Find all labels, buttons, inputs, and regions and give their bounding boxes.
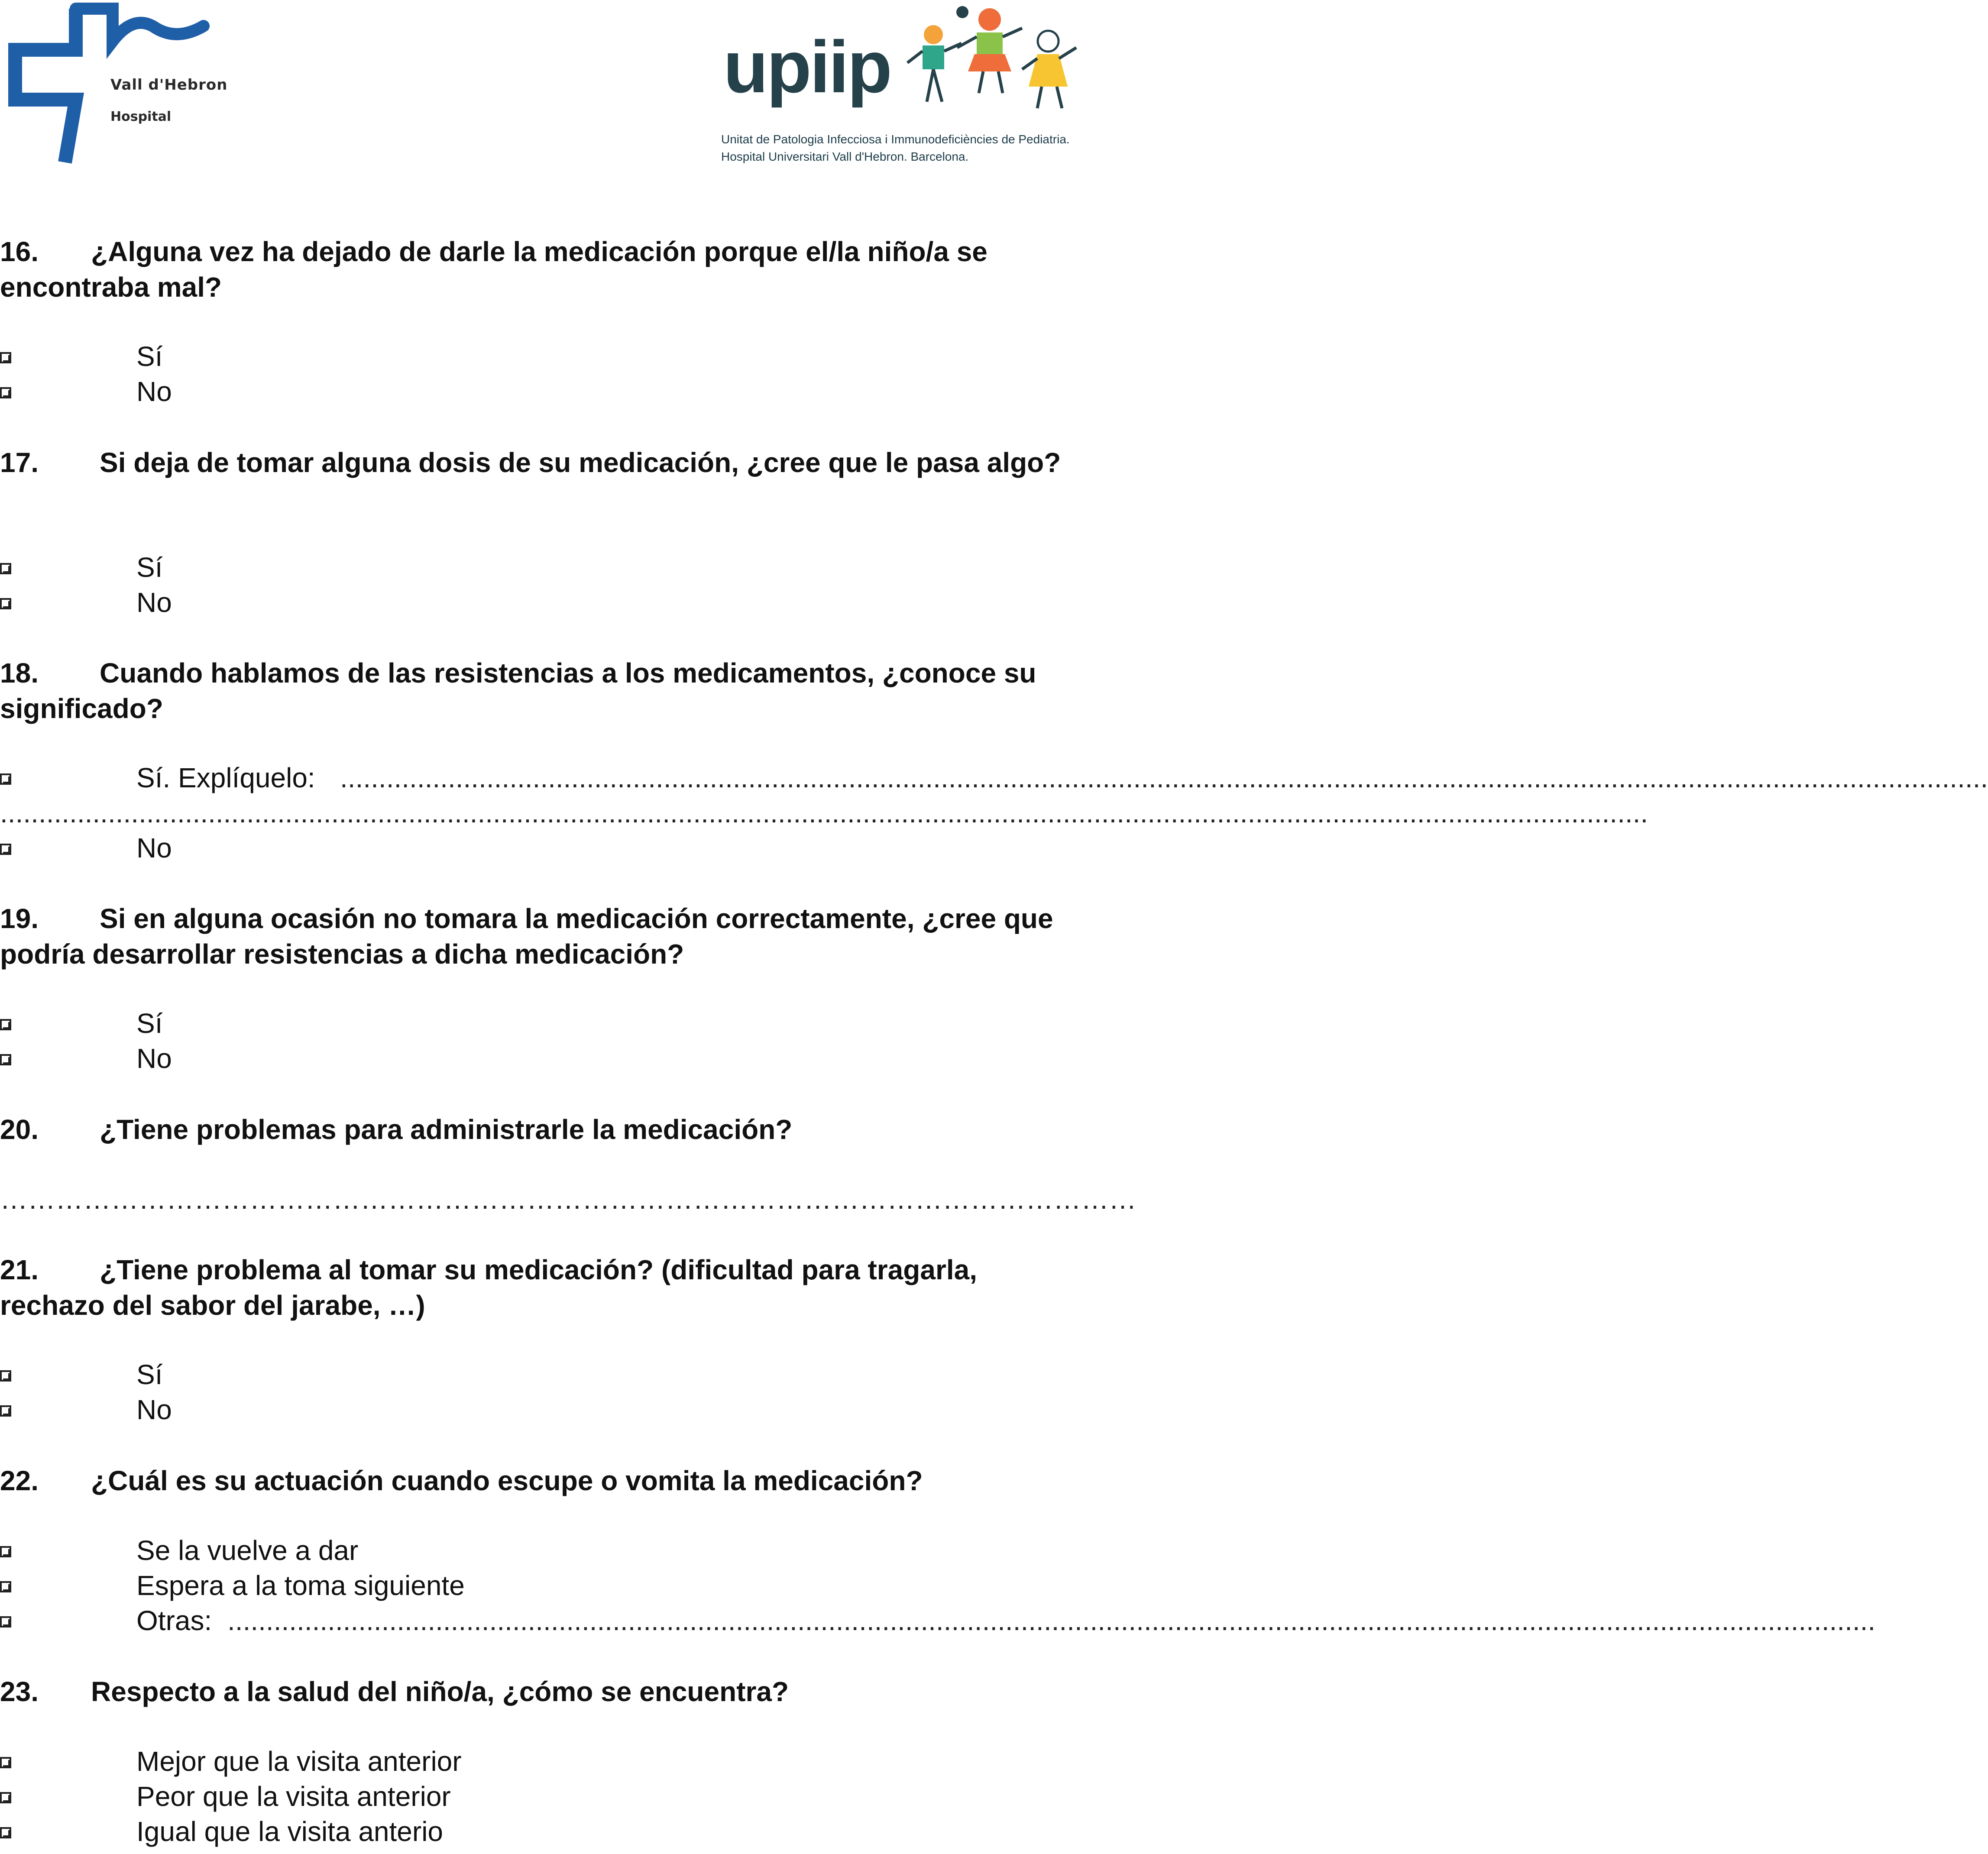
question-number: 23. (0, 1676, 39, 1707)
option-label: No (136, 832, 172, 864)
hospital-subtitle: Hospital (110, 109, 172, 124)
checkbox-icon[interactable] (0, 1546, 11, 1557)
unit-logo-wordmark: upiip (723, 26, 890, 108)
checkbox-icon[interactable] (0, 1616, 11, 1628)
question-text: Si deja de tomar alguna dosis de su medicación, ¿cree que le pasa algo? (100, 447, 1061, 478)
question-21 (0, 1252, 1081, 1323)
option-label: Se la vuelve a dar (136, 1535, 359, 1566)
question-20 (0, 1112, 1081, 1147)
question-text: Respecto a la salud del niño/a, ¿cómo se encuentra? (91, 1676, 789, 1707)
checkbox-icon[interactable] (0, 387, 11, 398)
checkbox-icon[interactable] (0, 1370, 11, 1382)
page-header (0, 0, 1083, 182)
option-label: Otras: (136, 1605, 212, 1636)
answer-blank[interactable]: ...................................................................................................................................................................................................................... (227, 1605, 1876, 1636)
question-number: 19. (0, 903, 39, 934)
checkbox-icon[interactable] (0, 1792, 11, 1803)
question-text: ¿Tiene problemas para administrarle la medicación? (100, 1114, 793, 1145)
question-16 (0, 234, 1081, 305)
checkbox-icon[interactable] (0, 1054, 11, 1065)
answer-blank[interactable]: …………………………………………………………………………………………………………… (0, 1184, 1136, 1215)
checkbox-icon[interactable] (0, 844, 11, 855)
answer-blank[interactable]: ...................................................................................................................................................................................................................... (0, 797, 1648, 828)
children-drawing-icon (892, 0, 1083, 126)
question-22 (0, 1463, 1081, 1498)
checkbox-icon[interactable] (0, 352, 11, 363)
option-label: Espera a la toma siguiente (136, 1570, 465, 1601)
question-number: 22. (0, 1465, 39, 1496)
option-label: Igual que la visita anterio (136, 1816, 443, 1847)
question-19 (0, 901, 1081, 972)
checkbox-icon[interactable] (0, 1019, 11, 1030)
option-label: Sí (136, 1359, 163, 1390)
checkbox-icon[interactable] (0, 1827, 11, 1838)
option-label: Peor que la visita anterior (136, 1781, 451, 1812)
question-number: 20. (0, 1114, 39, 1145)
question-23 (0, 1674, 1081, 1709)
question-number: 21. (0, 1254, 39, 1285)
option-label: No (136, 587, 172, 618)
option-label: No (136, 1394, 172, 1425)
question-text: Cuando hablamos de las resistencias a los medicamentos, ¿conoce su significado? (0, 657, 1036, 724)
question-text: ¿Tiene problema al tomar su medicación? (dificultad para tragarla, rechazo del sabor del jarabe, …) (0, 1254, 977, 1321)
question-number: 16. (0, 236, 39, 267)
option-label: Sí (136, 1008, 163, 1039)
option-label: Sí (136, 552, 163, 583)
unit-hospital-line: Hospital Universitari Vall d'Hebron. Barcelona. (721, 150, 969, 163)
checkbox-icon[interactable] (0, 563, 11, 574)
checkbox-icon[interactable] (0, 1757, 11, 1768)
option-label: Sí (136, 341, 163, 372)
checkbox-icon[interactable] (0, 773, 11, 785)
option-label: Mejor que la visita anterior (136, 1746, 462, 1777)
question-text: ¿Cuál es su actuación cuando escupe o vomita la medicación? (91, 1465, 923, 1496)
checkbox-icon[interactable] (0, 1405, 11, 1417)
question-text: ¿Alguna vez ha dejado de darle la medicación porque el/la niño/a se encontraba mal? (0, 236, 988, 303)
question-17 (0, 445, 1081, 480)
unit-logo (710, 0, 1083, 182)
option-label: No (136, 1043, 172, 1074)
option-label: Sí. Explíquelo: (136, 762, 315, 793)
checkbox-icon[interactable] (0, 598, 11, 609)
answer-blank[interactable]: ...................................................................................................................................................................................................................... (340, 762, 1988, 793)
question-text: Si en alguna ocasión no tomara la medicación correctamente, ¿cree que podría desarrollar resistencias a dicha medicación? (0, 903, 1053, 970)
question-18 (0, 655, 1081, 726)
option-label: No (136, 376, 172, 407)
unit-name-line: Unitat de Patologia Infecciosa i Immunodeficiències de Pediatria. (721, 133, 1070, 146)
question-number: 17. (0, 447, 39, 478)
hospital-name: Vall d'Hebron (110, 76, 228, 94)
checkbox-icon[interactable] (0, 1581, 11, 1592)
question-number: 18. (0, 657, 39, 689)
